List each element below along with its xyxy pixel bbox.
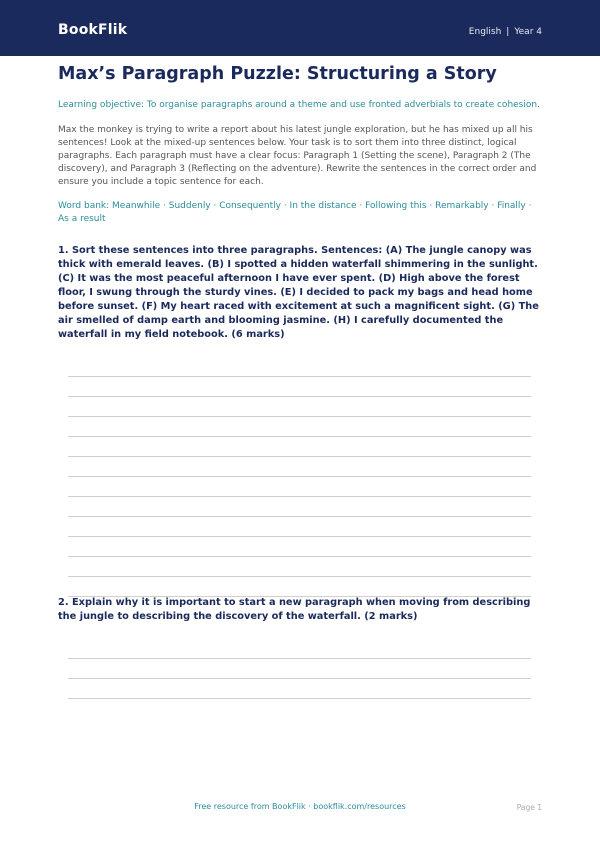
answer-line[interactable] (68, 476, 531, 477)
answer-line[interactable] (68, 576, 531, 577)
worksheet-title: Max’s Paragraph Puzzle: Structuring a Story (58, 64, 497, 84)
answer-line[interactable] (68, 516, 531, 517)
answer-line[interactable] (68, 678, 531, 679)
answer-line[interactable] (68, 556, 531, 557)
answer-line[interactable] (68, 416, 531, 417)
answer-line[interactable] (68, 376, 531, 377)
breadcrumb-separator: | (506, 27, 510, 37)
page-number: Page 1 (516, 803, 542, 812)
question-1: 1. Sort these sentences into three paragraphs. Sentences: (A) The jungle canopy was thick with emerald leaves. (B) I spotted a hidden waterfall shimmering in the sunlight. (C) It was the most peaceful afternoon I have ever spent. (D) High above the forest floor, I swung through the sturdy vines. (E) I decided to pack my bags and head home before sunset. (F) My heart raced with excitement at such a magnificent sight. (G) The air smelled of damp earth and blooming jasmine. (H) I carefully documented the waterfall in my field notebook. (6 marks) (58, 245, 539, 340)
answer-line[interactable] (68, 496, 531, 497)
answer-line[interactable] (68, 536, 531, 537)
answer-line[interactable] (68, 456, 531, 457)
answer-line[interactable] (68, 396, 531, 397)
page-header (0, 0, 600, 56)
word-bank: Word bank: Meanwhile · Suddenly · Consequently · In the distance · Following this · Remarkably · Finally · As a result (58, 201, 532, 224)
question-2: 2. Explain why it is important to start a new paragraph when moving from describing the jungle to describing the discovery of the waterfall. (2 marks) (58, 597, 531, 622)
footer-resource-link[interactable]: Free resource from BookFlik · bookflik.com/resources (194, 802, 406, 811)
instructions-paragraph: Max the monkey is trying to write a report about his latest jungle exploration, but he has mixed up all his sentences! Look at the mixed-up sentences below. Your task is to sort them into three distinct, logical paragraphs. Each paragraph must have a clear focus: Paragraph 1 (Setting the scene), Paragraph 2 (The discovery), and Paragraph 3 (Reflecting on the adventure). Rewrite the sentences in the correct order and ensure you include a topic sentence for each. (58, 125, 537, 187)
answer-line[interactable] (68, 436, 531, 437)
learning-objective: Learning objective: To organise paragraphs around a theme and use fronted adverbials to create cohesion. (58, 100, 540, 110)
subject-breadcrumb (469, 27, 542, 37)
answer-line[interactable] (68, 658, 531, 659)
year-label: Year 4 (514, 27, 542, 37)
brand-logo: BookFlik (58, 22, 128, 38)
answer-line[interactable] (68, 698, 531, 699)
subject-label: English (468, 27, 502, 37)
